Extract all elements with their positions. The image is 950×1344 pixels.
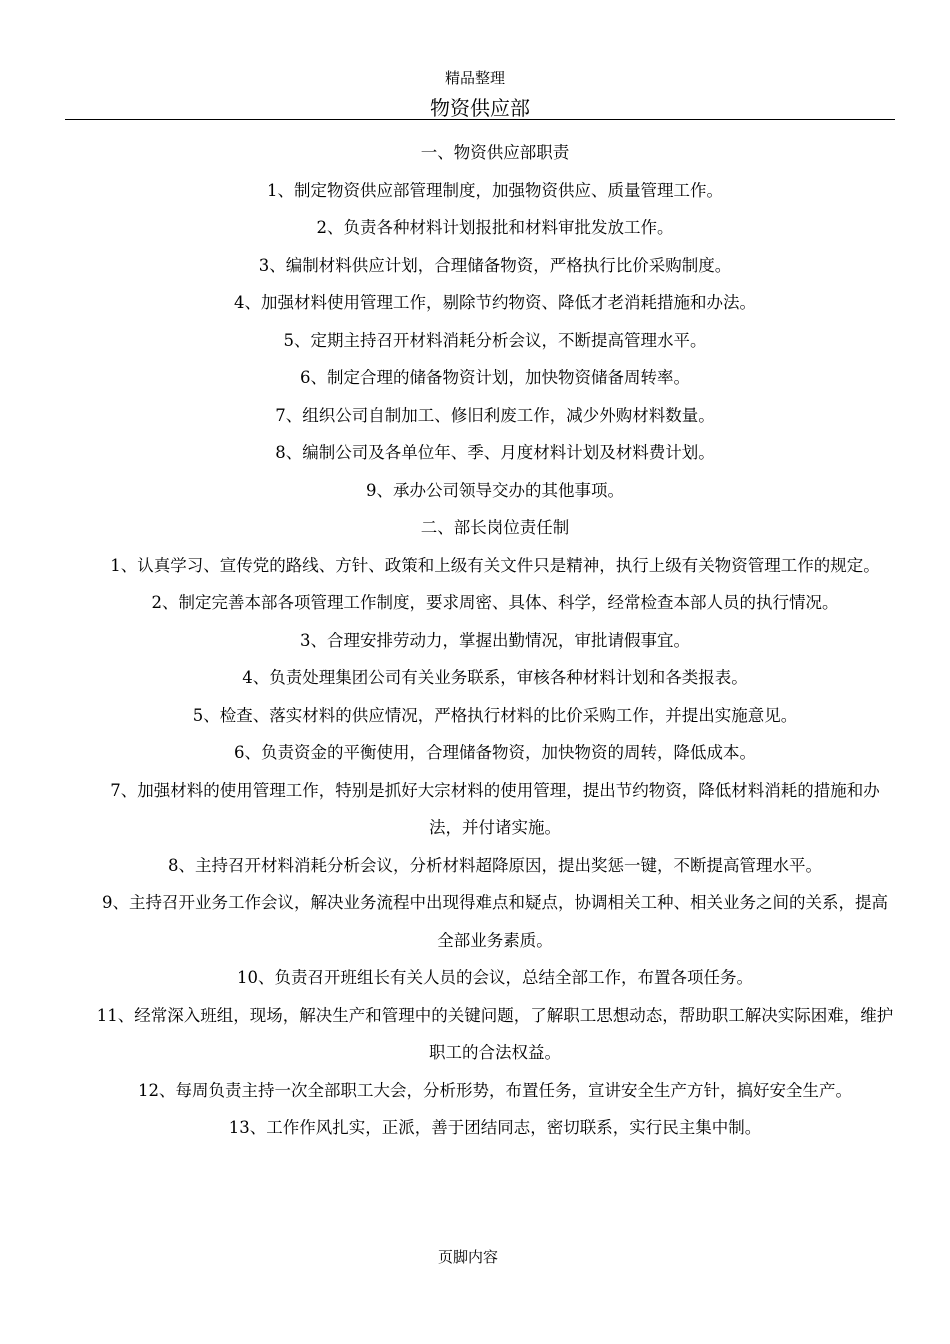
responsibility-item: 11、经常深入班组，现场，解决生产和管理中的关键问题，了解职工思想动态，帮助职工解决实际困难，维护职工的合法权益。 [96,1005,894,1062]
page-footer: 页脚内容 [438,1248,499,1266]
responsibility-item: 10、负责召开班组长有关人员的会议，总结全部工作，布置各项任务。 [237,968,753,987]
page-title: 物资供应部 [430,96,530,120]
responsibility-item: 9、主持召开业务工作会议，解决业务流程中出现得难点和疑点，协调相关工种、相关业务之间的关系，提高全部业务素质。 [102,893,888,950]
duty-item: 2、负责各种材料计划报批和材料审批发放工作。 [316,218,674,237]
responsibility-item: 13、工作作风扎实，正派，善于团结同志，密切联系，实行民主集中制。 [228,1118,762,1137]
document-body [95,134,895,1147]
duty-item: 9、承办公司领导交办的其他事项。 [366,480,624,500]
responsibility-item: 7、加强材料的使用管理工作，特别是抓好大宗材料的使用管理，提出节约物资，降低材料消耗的措施和办法，并付诸实施。 [110,780,880,837]
duty-item: 3、编制材料供应计划，合理储备物资，严格执行比价采购制度。 [258,255,732,275]
header-divider [65,119,895,120]
responsibility-item: 5、检查、落实材料的供应情况，严格执行材料的比价采购工作，并提出实施意见。 [192,705,798,725]
header-note: 精品整理 [444,69,505,87]
duty-item: 7、组织公司自制加工、修旧利废工作，减少外购材料数量。 [275,405,715,425]
responsibility-item: 12、每周负责主持一次全部职工大会，分析形势，布置任务，宣讲安全生产方针，搞好安全生产。 [138,1080,852,1100]
section-heading-responsibility: 二、部长岗位责任制 [420,518,570,537]
responsibility-item: 1、认真学习、宣传党的路线、方针、政策和上级有关文件只是精神，执行上级有关物资管理工作的规定。 [110,555,880,575]
responsibility-item: 2、制定完善本部各项管理工作制度，要求周密、具体、科学，经常检查本部人员的执行情况。 [151,593,839,612]
duty-item: 8、编制公司及各单位年、季、月度材料计划及材料费计划。 [275,443,715,462]
responsibility-item: 6、负责资金的平衡使用，合理储备物资，加快物资的周转，降低成本。 [234,743,756,762]
duty-item: 1、制定物资供应部管理制度，加强物资供应、质量管理工作。 [267,180,723,200]
duty-item: 6、制定合理的储备物资计划，加快物资储备周转率。 [300,368,690,387]
responsibility-item: 4、负责处理集团公司有关业务联系，审核各种材料计划和各类报表。 [242,668,748,687]
responsibility-item: 8、主持召开材料消耗分析会议，分析材料超降原因，提出奖惩一键，不断提高管理水平。 [168,855,822,875]
section-heading-duties: 一、物资供应部职责 [420,143,570,162]
responsibility-item: 3、合理安排劳动力，掌握出勤情况，审批请假事宜。 [300,630,690,650]
duty-item: 4、加强材料使用管理工作，剔除节约物资、降低才老消耗措施和办法。 [234,293,756,312]
duty-item: 5、定期主持召开材料消耗分析会议，不断提高管理水平。 [283,330,707,350]
